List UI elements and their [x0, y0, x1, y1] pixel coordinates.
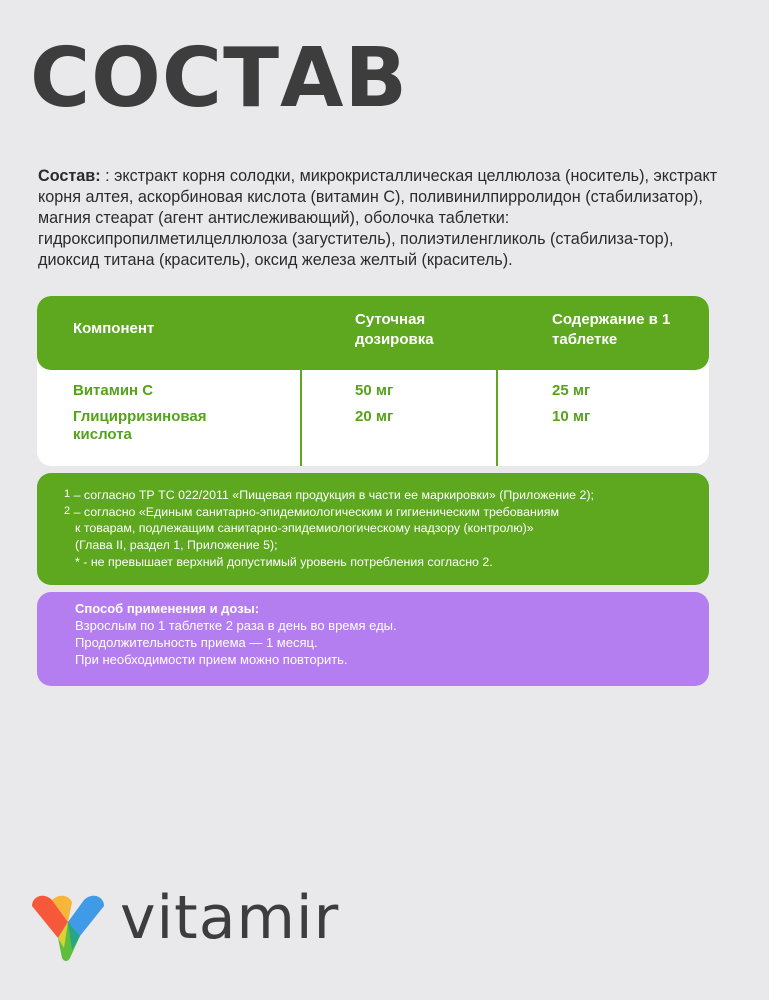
- footnote-1: [64, 486, 594, 504]
- row-2-per-tablet: 10 мг: [552, 408, 591, 425]
- footnote-text: – согласно ТР ТС 022/2011 «Пищевая продукция в части ее маркировки» (Приложение 2);: [70, 488, 594, 502]
- dosage-table: [37, 296, 709, 466]
- footnote-marker: 2: [64, 505, 71, 517]
- composition-paragraph: [38, 166, 738, 271]
- usage-title: Способ применения и дозы:: [75, 601, 260, 616]
- footnote-marker: 1: [64, 488, 71, 500]
- v-heart-logo-icon: [28, 892, 108, 964]
- header-component: Компонент: [73, 320, 155, 337]
- footnote-2-cont: (Глава II, раздел 1, Приложение 5);: [75, 538, 278, 552]
- row-2-component: Глицирризиновая кислота: [73, 408, 207, 443]
- column-divider: [300, 296, 302, 466]
- footnote-2-cont: к товарам, подлежащим санитарно-эпидемиологическому надзору (контролю)»: [75, 521, 534, 535]
- footnote-text: – согласно «Единым санитарно-эпидемиологическим и гигиеническим требованиям: [70, 505, 559, 519]
- header-daily-dose: Суточная дозировка: [355, 311, 434, 348]
- footnote-2: [64, 503, 559, 521]
- page-title: СОСТАВ: [30, 31, 408, 126]
- usage-line: Продолжительность приема — 1 месяц.: [75, 635, 318, 650]
- column-divider: [496, 296, 498, 466]
- composition-text: : экстракт корня солодки, микрокристаллическая целлюлоза (носитель), экстракт корня алтея, аскорбиновая кислота (витамин С), поливинилпирролидон (стабилизатор), магния стеарат (агент антислеживающий), оболочка таблетки: гидроксипропилметилцеллюлоза (загуститель), полиэтиленгликоль (стабилиза-тор), диоксид титана (краситель), оксид железа желтый (краситель).: [38, 167, 718, 269]
- header-per-tablet: Содержание в 1 таблетке: [552, 311, 671, 348]
- composition-label: Состав:: [38, 167, 101, 185]
- row-1-per-tablet: 25 мг: [552, 382, 591, 399]
- usage-card: [37, 592, 709, 686]
- row-1-component: Витамин С: [73, 382, 154, 399]
- usage-line: При необходимости прием можно повторить.: [75, 652, 348, 667]
- row-1-daily: 50 мг: [355, 382, 394, 399]
- footnotes-card: [37, 473, 709, 585]
- brand-name: vitamir: [120, 883, 340, 953]
- usage-line: Взрослым по 1 таблетке 2 раза в день во время еды.: [75, 618, 397, 633]
- footnote-asterisk: * - не превышает верхний допустимый уровень потребления согласно 2.: [75, 555, 493, 569]
- row-2-daily: 20 мг: [355, 408, 394, 425]
